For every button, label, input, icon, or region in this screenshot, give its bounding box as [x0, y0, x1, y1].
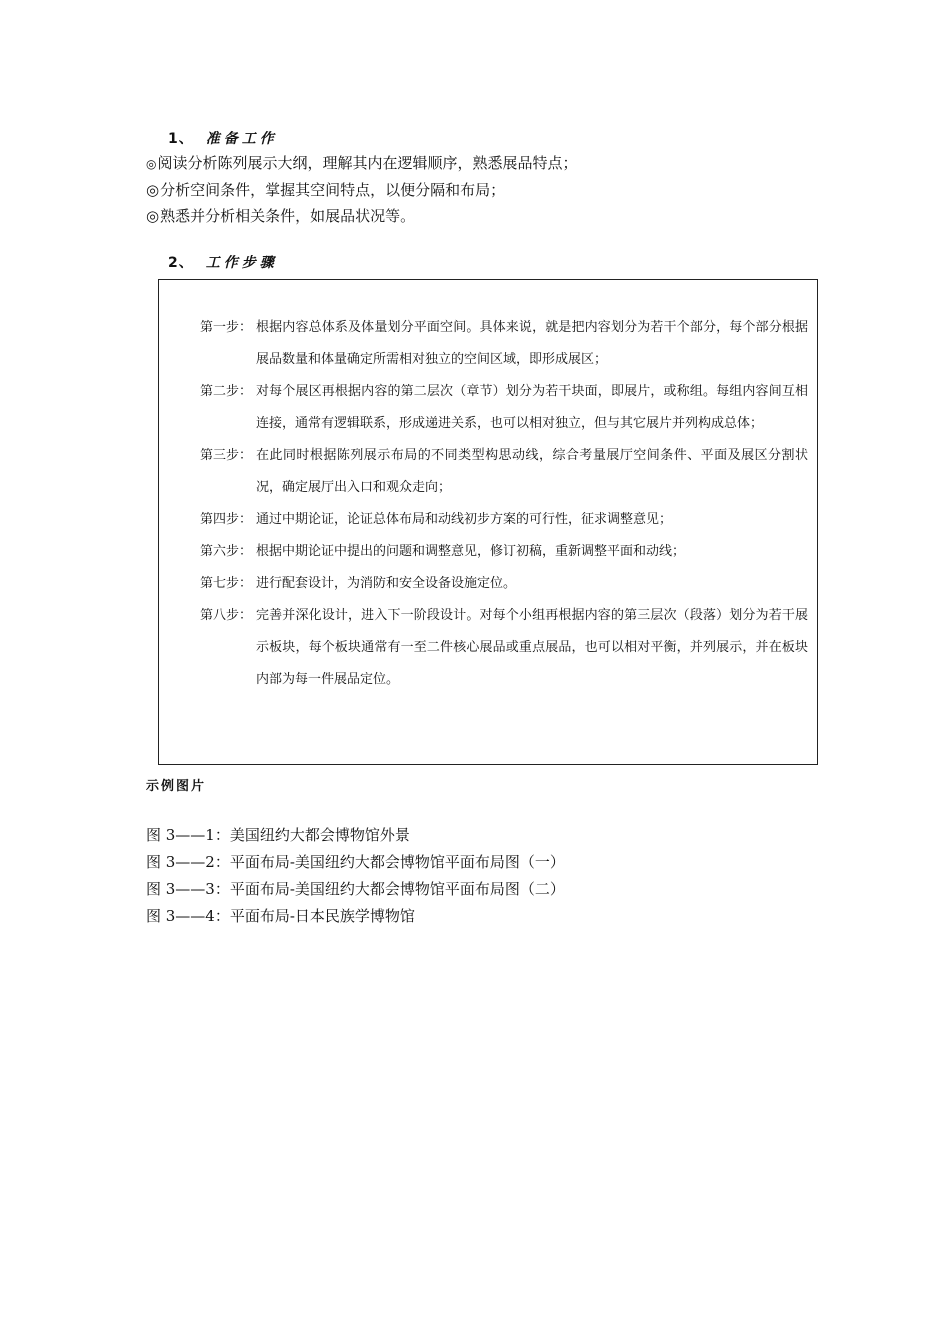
- step-label: 第二步：: [200, 384, 253, 399]
- list-item: [146, 150, 578, 177]
- section1-title: 准备工作: [205, 131, 278, 147]
- step-item: [200, 312, 808, 376]
- step-text: 根据内容总体系及体量划分平面空间。具体来说，就是把内容划分为若干个部分，每个部分根据展品数量和体量确定所需相对独立的空间区域，即形成展区；: [256, 320, 808, 367]
- step-item: [200, 600, 808, 696]
- step-text: 根据中期论证中提出的问题和调整意见，修订初稿，重新调整平面和动线；: [256, 544, 686, 559]
- figure-caption: 图 3——2：平面布局-美国纽约大都会博物馆平面布局图（一）: [146, 853, 565, 871]
- work-steps-list: [200, 312, 808, 696]
- step-item: [200, 440, 808, 504]
- figure-caption: 图 3——1：美国纽约大都会博物馆外景: [146, 826, 410, 844]
- list-item: [146, 177, 578, 203]
- list-item-text: 分析空间条件，掌握其空间特点，以便分隔和布局；: [160, 181, 506, 199]
- step-item: [200, 568, 808, 600]
- figure-list: [146, 822, 565, 930]
- double-circle-bullet-icon: ◎: [146, 181, 160, 199]
- work-steps-box: [158, 279, 818, 765]
- step-text: 通过中期论证，论证总体布局和动线初步方案的可行性，征求调整意见；: [256, 512, 673, 527]
- section2-number: 2、: [168, 255, 194, 271]
- step-text: 在此同时根据陈列展示布局的不同类型构思动线，综合考量展厅空间条件、平面及展区分割状况，确定展厅出入口和观众走向；: [256, 448, 808, 495]
- step-label: 第七步：: [200, 576, 253, 591]
- step-text: 对每个展区再根据内容的第二层次（章节）划分为若干块面，即展片，或称组。每组内容间互相连接，通常有逻辑联系，形成递进关系，也可以相对独立，但与其它展片并列构成总体；: [256, 384, 808, 431]
- preparation-list: [146, 150, 578, 229]
- double-circle-bullet-icon: ◎: [146, 207, 160, 225]
- step-item: [200, 504, 808, 536]
- list-item: [146, 203, 578, 229]
- section1-number: 1、: [168, 131, 194, 147]
- section1-heading: [168, 128, 278, 148]
- step-text: 完善并深化设计，进入下一阶段设计。对每个小组再根据内容的第三层次（段落）划分为若干展示板块，每个板块通常有一至二件核心展品或重点展品，也可以相对平衡，并列展示，并在板块内部为每一件展品定位。: [256, 608, 808, 687]
- step-item: [200, 376, 808, 440]
- figure-caption: 图 3——4：平面布局-日本民族学博物馆: [146, 907, 415, 925]
- section2-heading: [168, 252, 278, 272]
- examples-title: 示例图片: [146, 779, 207, 794]
- list-item-text: 熟悉并分析相关条件，如展品状况等。: [160, 207, 416, 225]
- step-text: 进行配套设计，为消防和安全设备设施定位。: [256, 576, 517, 591]
- step-label: 第八步：: [200, 608, 253, 623]
- list-item-text: 阅读分析陈列展示大纲，理解其内在逻辑顺序，熟悉展品特点；: [157, 154, 578, 172]
- step-label: 第六步：: [200, 544, 253, 559]
- step-label: 第三步：: [200, 448, 253, 463]
- step-label: 第四步：: [200, 512, 253, 527]
- double-circle-bullet-icon: ◎: [146, 157, 157, 171]
- step-label: 第一步：: [200, 320, 253, 335]
- section2-title: 工作步骤: [205, 255, 278, 271]
- step-item: [200, 536, 808, 568]
- figure-caption: 图 3——3：平面布局-美国纽约大都会博物馆平面布局图（二）: [146, 880, 565, 898]
